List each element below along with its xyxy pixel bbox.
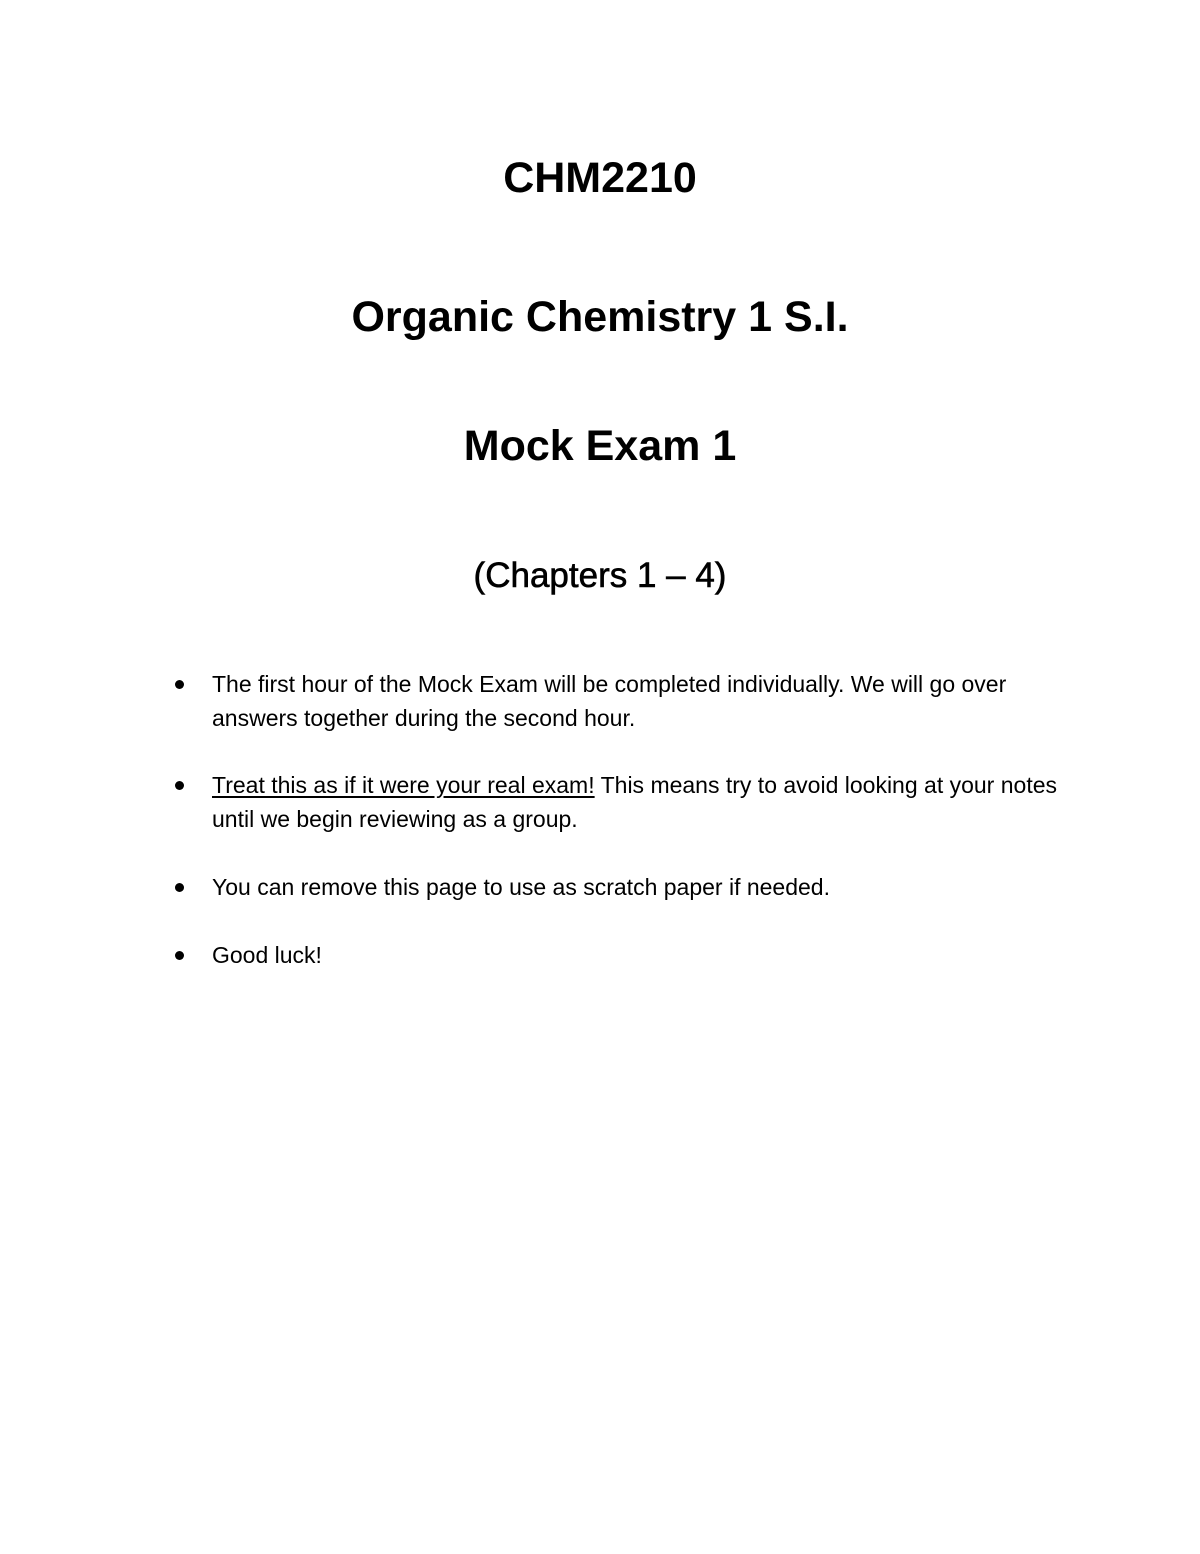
instruction-text: The first hour of the Mock Exam will be completed individually. We will go over answers together during the second hour. <box>212 671 1007 731</box>
instruction-item <box>212 870 1062 904</box>
bullet-icon <box>175 883 184 892</box>
bullet-icon <box>175 680 184 689</box>
bullet-icon <box>175 781 184 790</box>
instruction-item <box>212 667 1062 735</box>
bullet-icon <box>175 951 184 960</box>
instruction-emphasis: Treat this as if it were your real exam! <box>212 772 595 798</box>
instruction-item <box>212 768 1062 836</box>
course-title: Organic Chemistry 1 S.I. <box>351 293 849 341</box>
course-code: CHM2210 <box>503 154 697 202</box>
instruction-item <box>212 938 1062 972</box>
exam-title: Mock Exam 1 <box>463 422 737 470</box>
chapters-range: (Chapters 1 – 4) <box>473 556 727 595</box>
instruction-text: You can remove this page to use as scratch paper if needed. <box>212 874 830 900</box>
instruction-text: Good luck! <box>212 942 322 968</box>
instruction-text: This means try to avoid looking at your notes until we begin reviewing as a group. <box>212 772 1057 832</box>
